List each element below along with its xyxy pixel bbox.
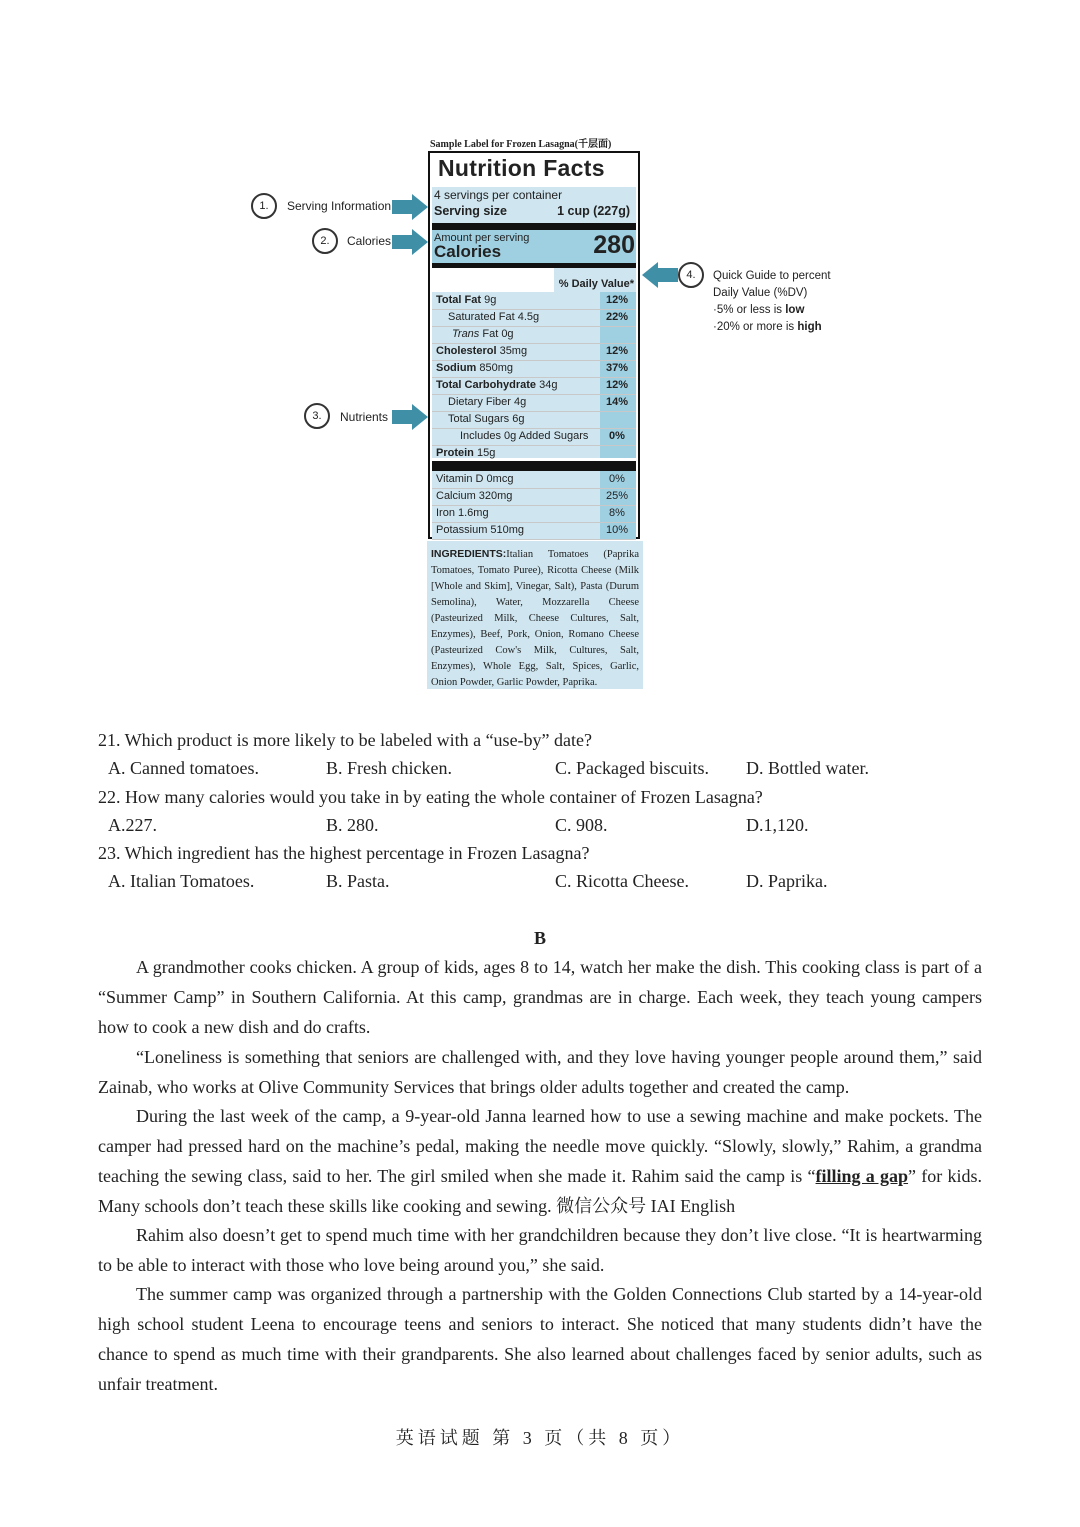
nutrient-dv: 37% — [605, 362, 629, 374]
nutrient-row — [432, 360, 636, 378]
passage-paragraph-2: “Loneliness is something that seniors are challenged with, and they love having younger people around them,” said Zainab, who works at Olive Community Services that brings older adults together and created the camp. — [98, 1047, 982, 1097]
callout-4-line1: Quick Guide to percent — [713, 270, 831, 282]
nutrient-row — [432, 292, 636, 310]
nutrition-facts-title: Nutrition Facts — [438, 155, 605, 181]
callout-3-arrow-icon — [392, 404, 428, 430]
nutrient-name: Total Fat — [436, 294, 482, 306]
callout-4-line2: Daily Value (%DV) — [713, 287, 808, 299]
question-22: 22. How many calories would you take in by eating the whole container of Frozen Lasagna? — [98, 787, 763, 807]
q22-option-b: B. 280. — [326, 815, 379, 835]
vitamin-dv: 25% — [605, 490, 629, 502]
q21-option-d: D. Bottled water. — [746, 758, 869, 778]
passage-paragraph-4: Rahim also doesn’t get to spend much time with her grandchildren because they don’t live close. “It is heartwarming to be able to interact with those who love being around you,” she said. — [98, 1225, 982, 1275]
nutrient-amount: 850mg — [476, 362, 514, 374]
passage-paragraph-3 — [98, 1101, 982, 1221]
nutrient-dv: 0% — [609, 430, 625, 442]
label-caption: Sample Label for Frozen Lasagna(千层面) — [430, 139, 612, 150]
ingredients-label: INGREDIENTS: — [431, 548, 507, 560]
q22-option-d: D.1,120. — [746, 815, 809, 835]
vitamin-label: Calcium 320mg — [436, 490, 513, 502]
callout-1-arrow-icon — [392, 194, 428, 220]
calories-value: 280 — [593, 231, 635, 259]
question-23: 23. Which ingredient has the highest percentage in Frozen Lasagna? — [98, 843, 590, 863]
nutrient-name: Cholesterol — [436, 345, 497, 357]
nutrient-label — [436, 379, 557, 391]
nutrient-row — [432, 377, 636, 395]
nutrient-row — [432, 411, 636, 429]
nutrient-amount: Dietary Fiber 4g — [448, 396, 527, 408]
vitamin-row — [432, 488, 636, 506]
calories-label: Calories — [434, 242, 502, 261]
nutrient-dv: 22% — [605, 311, 629, 323]
nutrient-dv: 12% — [605, 294, 629, 306]
vitamin-dv: 10% — [605, 524, 629, 536]
vitamin-row — [432, 471, 636, 489]
question-21: 21. Which product is more likely to be labeled with a “use-by” date? — [98, 730, 593, 750]
servings-per-container: 4 servings per container — [434, 188, 563, 202]
vitamin-row — [432, 522, 636, 540]
callout-1-circle: 1. — [251, 193, 277, 219]
nutrient-label — [436, 362, 513, 374]
nutrient-label — [436, 294, 496, 306]
ingredients-box — [427, 541, 643, 689]
q22-option-c: C. 908. — [555, 815, 608, 835]
page-footer: 英语试题 第 3 页（共 8 页） — [395, 1428, 685, 1448]
callout-3-circle: 3. — [304, 403, 330, 429]
callout-4-text — [713, 268, 831, 336]
nutrient-name: Total Carbohydrate — [436, 379, 537, 391]
q21-option-b: B. Fresh chicken. — [326, 758, 452, 778]
amount-per-serving: Amount per serving — [434, 232, 530, 244]
nutrient-label — [436, 447, 495, 459]
nutrient-label — [436, 345, 527, 357]
passage-paragraph-1: A grandmother cooks chicken. A group of kids, ages 8 to 14, watch her make the dish. This cooking class is part of a “Summer Camp” in Southern California. At this camp, grandmas are in charge. Each week, they teach young campers how to cook a new dish and do crafts. — [98, 957, 982, 1037]
nutrient-label — [448, 311, 539, 323]
nutrient-amount: Total Sugars 6g — [448, 413, 525, 425]
callout-2-arrow-icon — [392, 229, 428, 255]
callout-4-line4 — [713, 319, 831, 336]
nutrient-dv: 12% — [605, 379, 629, 391]
vitamin-row — [432, 505, 636, 523]
vitamin-dv: 8% — [609, 507, 625, 519]
nutrient-row — [432, 309, 636, 327]
nutrient-row — [432, 326, 636, 344]
nutrient-label — [448, 413, 524, 425]
q21-option-c: C. Packaged biscuits. — [555, 758, 709, 778]
callout-4-low: low — [785, 304, 805, 316]
callout-3-label: Nutrients — [340, 410, 389, 424]
nutrient-name: Protein — [436, 447, 474, 459]
nutrient-label — [448, 396, 526, 408]
q22-option-a: A.227. — [108, 815, 157, 835]
q23-option-a: A. Italian Tomatoes. — [108, 871, 255, 891]
filling-a-gap-phrase: filling a gap — [815, 1166, 909, 1186]
nutrient-label — [460, 430, 588, 442]
nutrient-amount: 9g — [481, 294, 497, 306]
q23-option-d: D. Paprika. — [746, 871, 828, 891]
callout-4-arrow-icon — [642, 262, 678, 288]
nutrient-row — [432, 343, 636, 361]
passage-paragraph-5: The summer camp was organized through a partnership with the Golden Connections Club started by a 14-year-old high school student Leena to encourage teens and seniors to interact. She noticed that many students didn’t have the chance to spend as much time with their grandparents. She also learned about challenges faced by senior adults, such as unfair treatment. — [98, 1284, 982, 1394]
vitamin-dv: 0% — [609, 473, 625, 485]
nutrient-amount: Saturated Fat 4.5g — [448, 311, 540, 323]
callout-4-line3-pre: ·5% or less is — [713, 304, 786, 316]
callout-1-label: Serving Information — [287, 199, 392, 213]
nutrient-amount: Trans Fat 0g — [452, 328, 514, 340]
section-b-heading: B — [533, 928, 546, 948]
paragraph-3-post: ” for kids. Many schools don’t teach these skills like cooking and sewing. 微信公众号 IAI English — [98, 1166, 982, 1216]
nutrient-row — [432, 428, 636, 446]
dv-header: % Daily Value* — [558, 278, 634, 290]
ingredients-text: Italian Tomatoes (Paprika Tomatoes, Tomato Puree), Ricotta Cheese (Milk [Whole and Skim], Vinegar, Salt), Pasta (Durum Semolina), Water, Mozzarella Cheese (Pasteurized Milk, Cheese Cultures, Salt, Enzymes), Beef, Pork, Onion, Romano Cheese (Pasteurized Cow's Milk, Cultures, Salt, Enzymes), Whole Egg, Salt, Spices, Garlic, Onion Powder, Garlic Powder, Paprika. — [431, 549, 639, 688]
vitamin-divider — [432, 461, 636, 471]
serving-size-value: 1 cup (227g) — [557, 204, 630, 218]
callout-2-label: Calories — [347, 234, 392, 248]
vitamin-label: Potassium 510mg — [436, 524, 525, 536]
callout-4-line4-pre: ·20% or more is — [713, 321, 798, 333]
dv-blank — [432, 268, 554, 292]
nutrient-amount: Includes 0g Added Sugars — [460, 430, 589, 442]
nutrient-label — [452, 328, 514, 340]
nutrient-dv: 12% — [605, 345, 629, 357]
vitamin-label: Vitamin D 0mcg — [436, 473, 514, 485]
q23-option-b: B. Pasta. — [326, 871, 390, 891]
nutrient-dv: 14% — [605, 396, 629, 408]
callout-4-circle: 4. — [678, 262, 704, 288]
nutrient-amount: 34g — [536, 379, 558, 391]
nutrient-amount: 35mg — [496, 345, 528, 357]
nutrition-facts-label — [428, 151, 640, 539]
paragraph-3-pre: During the last week of the camp, a 9-year-old Janna learned how to use a sewing machine and make pockets. The camper had pressed hard on the machine’s pedal, making the needle move quickly. “Slowly, slowly,” Rahim, a grandma teaching the sewing class, said to her. The girl smiled when she made it. Rahim said the camp is “ — [98, 1106, 982, 1186]
vitamin-label: Iron 1.6mg — [436, 507, 489, 519]
serving-size-label: Serving size — [434, 204, 507, 218]
callout-2-circle: 2. — [312, 228, 338, 254]
q23-option-c: C. Ricotta Cheese. — [555, 871, 689, 891]
nutrient-name: Sodium — [436, 362, 477, 374]
nutrient-amount: 15g — [473, 447, 496, 459]
q21-option-a: A. Canned tomatoes. — [108, 758, 259, 778]
callout-4-high: high — [797, 321, 822, 333]
callout-4-line3 — [713, 302, 831, 319]
thick-divider — [432, 223, 636, 230]
nutrient-row — [432, 394, 636, 412]
